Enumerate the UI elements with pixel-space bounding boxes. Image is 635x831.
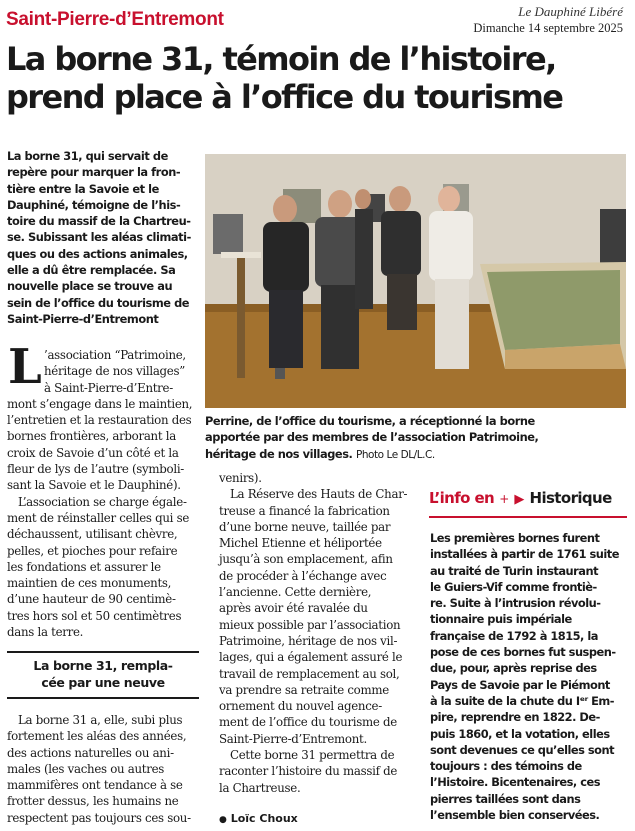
body-line: ornement du nouvel agence-	[219, 699, 382, 714]
body-line: dans la terre.	[7, 625, 84, 640]
body-line: d’une borne neuve, taillée par	[219, 519, 391, 534]
infobox-line: pire, reprendre en 1822. De-	[430, 710, 600, 725]
caption-line: Perrine, de l’office du tourisme, a réceptionné la borne	[205, 414, 535, 428]
body-line: Saint-Pierre-d’Entremont.	[219, 731, 367, 746]
infobox-line: à la suite de la chute du Iᵉʳ Em-	[430, 693, 615, 708]
body-line: fortement les aléas des années,	[7, 729, 187, 744]
body-line: l’ancienne. Cette dernière,	[219, 585, 372, 600]
body-line: mieux possible par l’association	[219, 617, 401, 632]
article-column-2	[219, 470, 417, 796]
infobox-line: re. Suite à l’intrusion révolu-	[430, 596, 601, 611]
infobox-line: toujours : des témoins de	[430, 759, 582, 774]
lead-line: Dauphiné, témoigne de l’his-	[7, 197, 181, 212]
plus-icon: +	[499, 492, 510, 506]
author-name: Loïc Choux	[230, 812, 298, 825]
body-line: jusqu’à son emplacement, afin	[219, 552, 393, 567]
headline-line: prend place à l’office du tourisme	[6, 78, 563, 116]
infobox-line: Les premières bornes furent	[430, 531, 600, 545]
body-line: pelles, et pioches pour refaire	[7, 543, 178, 558]
body-line: mont s’engage dans le maintien,	[7, 396, 193, 411]
body-line: à Saint-Pierre-d’Entre-	[44, 380, 173, 395]
author-byline	[219, 812, 298, 825]
body-line: travail de remplacement au sol,	[219, 666, 400, 681]
subhead	[7, 657, 199, 691]
body-line: héritage de nos villages”	[44, 364, 185, 379]
body-line: Cette borne 31 permettra de	[230, 748, 395, 763]
lead-line: nouvelle place se trouve au	[7, 279, 173, 294]
body-line: mammifères ont tendance à se	[7, 778, 183, 793]
body-line: bornes frontières, arborant la	[7, 429, 176, 444]
photo-credit: Photo Le DL/L.C.	[355, 448, 435, 461]
body-line: croix de Savoie d’un côté et la	[7, 445, 179, 460]
infobox-line: sont devenues ce qu’elles sont	[430, 742, 615, 757]
lead-line: ques ou des actions animales,	[7, 246, 188, 261]
body-line: treuse a financé la fabrication	[219, 503, 390, 518]
infobox-line: l’ensemble bien conservées.	[430, 808, 600, 823]
infobox-line: tionnaire puis impériale	[430, 612, 572, 627]
lead-line: tière entre la Savoie et le	[7, 181, 159, 196]
body-line: ment de l’office du tourisme de	[219, 715, 397, 730]
locality-kicker: Saint-Pierre-d’Entremont	[6, 9, 224, 30]
infobox-line: le Guiers-Vif comme frontiè-	[430, 579, 597, 594]
infobox-line: au traité de Turin instaurant	[430, 563, 599, 578]
photo-illustration	[205, 154, 626, 408]
infobox-label: L’info en	[429, 489, 495, 507]
infobox-line: Pays de Savoie par le Piémont	[430, 677, 610, 692]
lead-line: Saint-Pierre-d’Entremont	[7, 311, 159, 326]
headline-line: La borne 31, témoin de l’histoire,	[6, 40, 556, 78]
article-column-1	[7, 339, 199, 640]
body-line: venirs).	[219, 471, 262, 485]
lead-line: sein de l’office du tourisme de	[7, 295, 190, 310]
body-line: après avoir été ravalée du	[219, 601, 368, 616]
body-line: ’association “Patrimoine,	[44, 348, 186, 362]
body-line: Patrimoine, héritage de nos vil-	[219, 633, 398, 648]
newspaper-name: Le Dauphiné Libéré	[518, 4, 623, 19]
photo-caption	[205, 413, 626, 463]
article-photo	[205, 154, 626, 408]
play-arrow-icon: ▶	[514, 492, 525, 507]
infobox-line: française de 1792 à 1815, la	[430, 628, 598, 643]
lead-paragraph	[7, 148, 199, 327]
body-line: d’une hauteur de 90 centimè-	[7, 592, 176, 607]
publication-date: Dimanche 14 septembre 2025	[473, 21, 623, 35]
body-line: va prendre sa retraite comme	[219, 682, 389, 697]
body-line: males (les vaches ou autres	[7, 761, 165, 776]
body-line: l’entretien et la restauration des	[7, 413, 192, 428]
lead-line: elle a dû être remplacée. Sa	[7, 263, 176, 278]
infobox-body	[430, 530, 628, 823]
infobox-line: l’Histoire. Bicentenaires, ces	[430, 775, 600, 790]
body-line: raconter l’histoire du massif de	[219, 764, 398, 779]
body-line: déchaussent, utilisant chèvre,	[7, 527, 178, 542]
drop-cap: L	[8, 339, 42, 395]
body-line: sant la Savoie et le Dauphiné).	[7, 478, 181, 493]
headline	[6, 40, 630, 116]
lead-line: toire du massif de la Chartreu-	[7, 214, 191, 229]
body-line: Michel Etienne et héliportée	[219, 536, 382, 551]
body-line: ment de réinstaller celles qui se	[7, 510, 190, 525]
infobox-header	[429, 488, 627, 512]
body-line: frotter dessus, les humains ne	[7, 794, 179, 809]
caption-line	[205, 446, 626, 463]
infobox-topic: Historique	[529, 489, 612, 507]
infobox-line: puis 1860, et la votation, elles	[430, 726, 610, 741]
caption-line: apportée par des membres de l’association Patrimoine,	[205, 430, 539, 445]
body-line: maintien de ces monuments,	[7, 576, 172, 591]
infobox-line: pose de ces bornes fut suspen-	[430, 645, 616, 660]
body-line: de procéder à l’échange avec	[219, 568, 387, 583]
body-line: La Réserve des Hauts de Char-	[230, 487, 408, 502]
lead-line: se. Subissant les aléas climati-	[7, 230, 191, 245]
bullet-icon: ●	[219, 815, 227, 825]
body-line: lages, qui a également assuré le	[219, 650, 403, 665]
infobox-line: due, pour, après reprise des	[430, 661, 597, 676]
body-line: des actions naturelles ou ani-	[7, 745, 174, 760]
body-line: les fondations et assurer le	[7, 559, 161, 574]
infobox-line: installées à partir de 1761 suite	[430, 547, 619, 562]
subhead-line: cée par une neuve	[41, 675, 165, 690]
infobox-line: pierres taillées sont dans	[430, 791, 581, 806]
caption-text: héritage de nos villages.	[205, 446, 353, 461]
body-line: L’association se charge égale-	[18, 494, 187, 509]
lead-line: repère pour marquer la fron-	[7, 165, 181, 180]
body-line: la Chartreuse.	[219, 780, 301, 795]
body-line: respectent pas toujours ces sou-	[7, 810, 191, 825]
body-line: fleur de lys de l’autre (symboli-	[7, 462, 184, 477]
body-line: tres hors sol et 50 centimètres	[7, 608, 182, 623]
lead-line: La borne 31, qui servait de	[7, 149, 168, 163]
article-column-1-continued	[7, 712, 199, 826]
infobox-rule	[429, 516, 627, 518]
body-line: La borne 31 a, elle, subi plus	[18, 713, 183, 727]
subhead-line: La borne 31, rempla-	[33, 658, 173, 673]
